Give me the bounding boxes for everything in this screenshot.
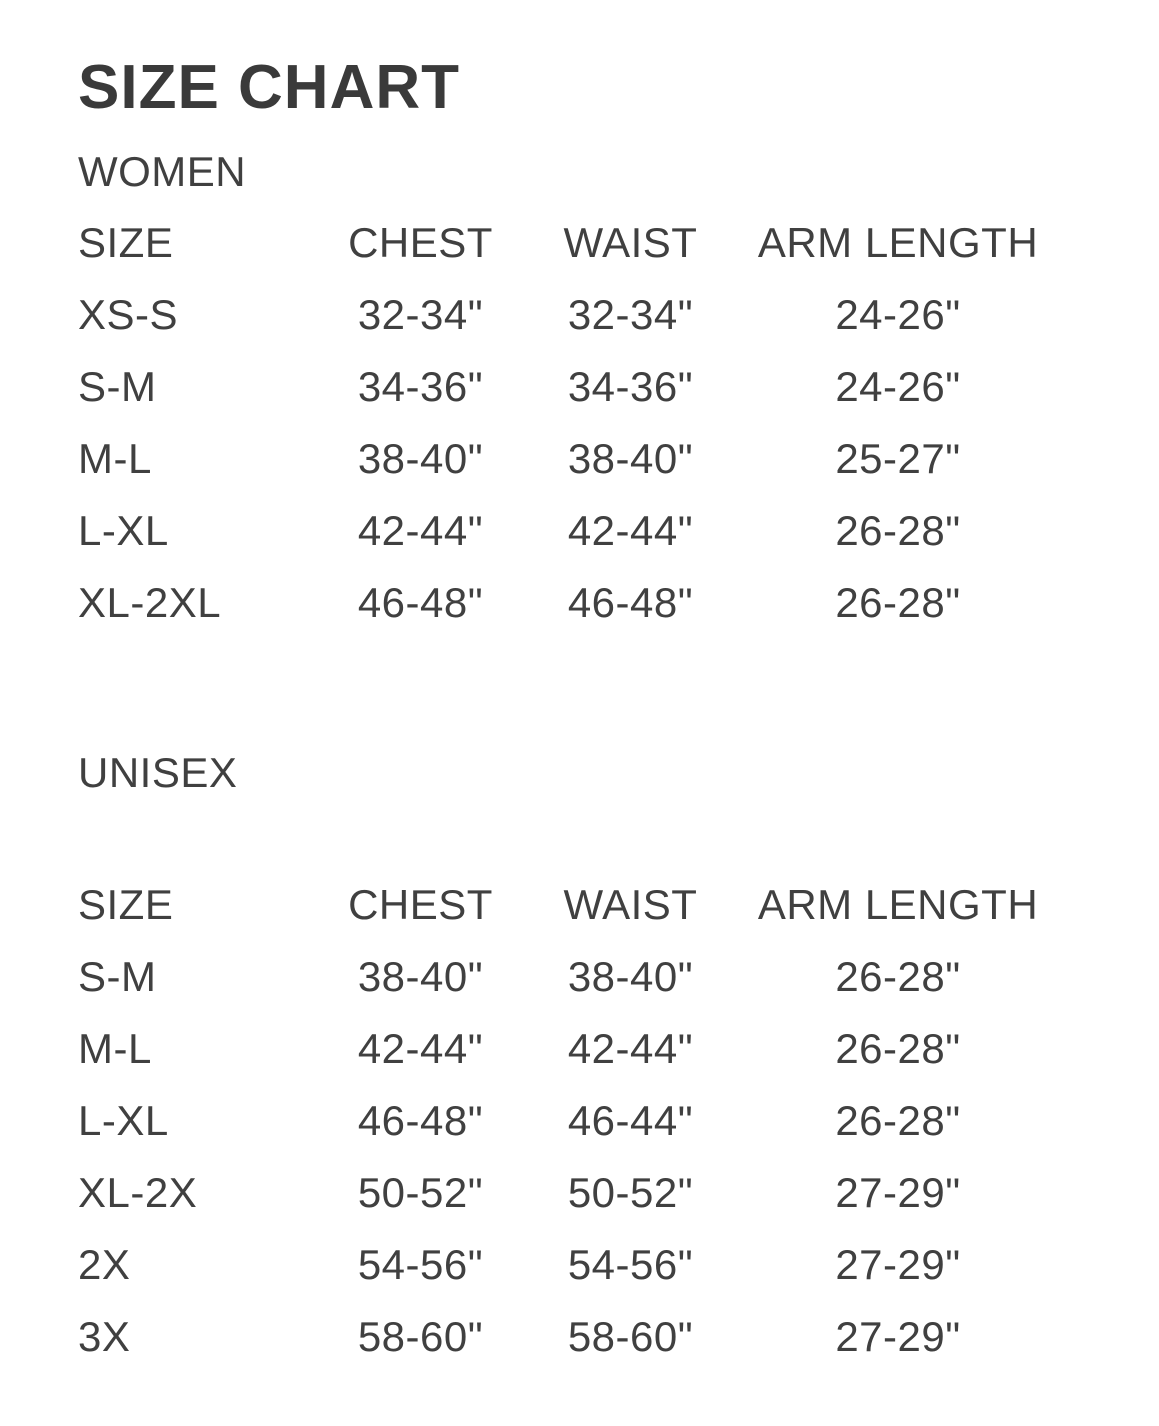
cell-size: M-L [78,1025,152,1073]
column-header-waist: WAIST [563,881,698,929]
section-women [78,146,1159,639]
cell-waist: 46-44" [567,1097,694,1145]
cell-chest: 58-60" [357,1313,484,1361]
cell-size: L-XL [78,1097,169,1145]
table-row [78,279,1063,351]
section-unisex [78,747,1159,1374]
cell-chest: 38-40" [357,434,484,482]
column-header-waist: WAIST [563,218,698,266]
cell-waist: 50-52" [567,1169,694,1217]
cell-waist: 54-56" [567,1241,694,1289]
cell-arm-length: 26-28" [835,1097,961,1145]
cell-chest: 32-34" [357,290,484,338]
table-header-row [78,869,1063,941]
cell-chest: 50-52" [357,1169,484,1217]
cell-arm-length: 27-29" [835,1241,961,1289]
cell-arm-length: 24-26" [835,362,961,410]
label-spacer [78,807,1159,869]
cell-arm-length: 26-28" [835,506,961,554]
cell-waist: 58-60" [567,1313,694,1361]
table-header-row [78,207,1063,279]
cell-waist: 38-40" [567,434,694,482]
table-row [78,1013,1063,1085]
cell-waist: 38-40" [567,953,694,1001]
section-spacer [78,639,1159,747]
cell-waist: 34-36" [567,362,694,410]
cell-chest: 54-56" [357,1241,484,1289]
page-title: SIZE CHART [78,53,460,122]
table-row [78,1229,1063,1301]
cell-arm-length: 26-28" [835,578,961,626]
cell-size: XL-2XL [78,578,222,626]
cell-waist: 42-44" [567,506,694,554]
cell-arm-length: 26-28" [835,1025,961,1073]
cell-size: XS-S [78,290,179,338]
cell-size: XL-2X [78,1169,198,1217]
cell-size: L-XL [78,506,169,554]
cell-chest: 38-40" [357,953,484,1001]
column-header-chest: CHEST [348,881,493,929]
cell-size: S-M [78,362,157,410]
cell-size: S-M [78,953,157,1001]
cell-chest: 34-36" [357,362,484,410]
table-row [78,351,1063,423]
cell-arm-length: 26-28" [835,953,961,1001]
size-table-unisex [78,869,1063,1373]
cell-arm-length: 27-29" [835,1313,961,1361]
cell-waist: 42-44" [567,1025,694,1073]
column-header-size: SIZE [78,218,174,266]
table-row [78,941,1063,1013]
cell-chest: 42-44" [357,506,484,554]
section-label-women: WOMEN [78,148,247,196]
table-row [78,495,1063,567]
cell-size: M-L [78,434,152,482]
cell-chest: 46-48" [357,578,484,626]
table-row [78,1157,1063,1229]
column-header-size: SIZE [78,881,174,929]
cell-waist: 32-34" [567,290,694,338]
column-header-chest: CHEST [348,218,493,266]
cell-size: 2X [78,1241,131,1289]
cell-arm-length: 24-26" [835,290,961,338]
table-row [78,567,1063,639]
column-header-arm-length: ARM LENGTH [757,881,1039,929]
cell-arm-length: 25-27" [835,434,961,482]
cell-size: 3X [78,1313,131,1361]
size-table-women [78,207,1063,639]
table-row [78,1301,1063,1373]
cell-arm-length: 27-29" [835,1169,961,1217]
section-label-unisex: UNISEX [78,748,238,796]
cell-waist: 46-48" [567,578,694,626]
column-header-arm-length: ARM LENGTH [757,218,1039,266]
cell-chest: 42-44" [357,1025,484,1073]
table-row [78,423,1063,495]
table-row [78,1085,1063,1157]
cell-chest: 46-48" [357,1097,484,1145]
